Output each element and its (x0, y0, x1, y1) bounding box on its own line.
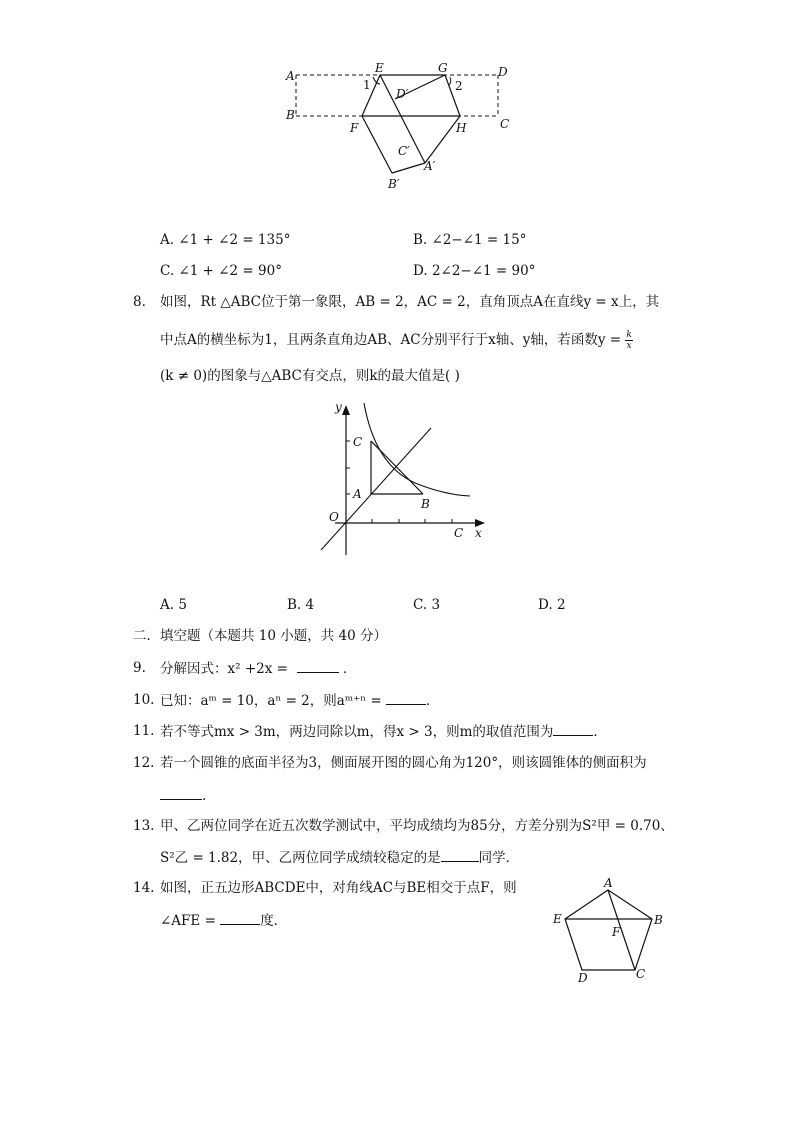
q11-number: 11. (133, 723, 155, 739)
q8-fraction: $\frac{k}{x}$ (626, 330, 632, 351)
fig1-label: A (286, 69, 295, 83)
fig2-label: y (335, 400, 342, 414)
q7-option-c[interactable]: C. ∠1 + ∠2 = 90° (160, 263, 282, 279)
q8-option-a[interactable]: A. 5 (160, 597, 187, 613)
fig1-label: C (500, 117, 510, 131)
figure-regular-pentagon (548, 874, 668, 989)
fig2-label: C (454, 526, 464, 540)
fig1-label: 2 (455, 79, 463, 93)
q10-answer-blank[interactable] (386, 690, 426, 705)
fig3-label: E (553, 912, 562, 926)
q7-option-a[interactable]: A. ∠1 + ∠2 = 135° (160, 232, 291, 248)
fig3-label: F (612, 925, 621, 939)
q14-line2: ∠AFE = 度． (160, 910, 287, 931)
fig1-label: B′ (388, 177, 400, 191)
q8-option-b[interactable]: B. 4 (287, 597, 315, 613)
q14-line1: 如图，正五边形ABCDE中，对角线AC与BE相交于点F，则 (160, 880, 517, 896)
fig1-label: C′ (398, 144, 410, 158)
fig1-label: 1 (363, 78, 371, 92)
q8-line2: 中点A的横坐标为1，且两条直角边AB、AC分别平行于x轴、y轴，若函数y = $\frac{k}{x}$ (160, 330, 632, 351)
q12-line2: ． (160, 785, 216, 806)
fig2-label: x (475, 526, 482, 540)
q8-option-c[interactable]: C. 3 (413, 597, 441, 613)
fig2-label: C (353, 435, 363, 449)
q8-line3: (k ≠ 0)的图象与△ABC有交点，则k的最大值是( ) (160, 368, 460, 384)
q9-text: 分解因式：x² +2x = ． (160, 658, 356, 679)
fig1-label: A′ (424, 159, 436, 173)
q13-line1: 甲、乙两位同学在近五次数学测试中，平均成绩均为85分，方差分别为S²甲 = 0.70、 (160, 818, 674, 834)
q9-number: 9. (133, 660, 146, 676)
q12-answer-blank[interactable] (160, 785, 202, 800)
fig1-label: G (438, 61, 448, 75)
fig1-label: H (456, 121, 467, 135)
q13-answer-blank[interactable] (441, 847, 479, 862)
fig1-label: F (350, 121, 359, 135)
q12-line1: 若一个圆锥的底面半径为3，侧面展开图的圆心角为120°，则该圆锥体的侧面积为 (160, 755, 647, 771)
q11-text: 若不等式mx > 3m，两边同除以m，得x > 3，则m的取值范围为 ． (160, 721, 607, 742)
fig1-label: D′ (396, 87, 409, 101)
fig1-label: B (286, 108, 295, 122)
fig2-label: O (329, 510, 339, 524)
q8-option-d[interactable]: D. 2 (538, 597, 566, 613)
q9-answer-blank[interactable] (297, 658, 339, 673)
q12-number: 12. (133, 755, 155, 771)
fig3-label: C (636, 967, 646, 981)
q14-answer-blank[interactable] (220, 910, 260, 925)
fig1-label: D (498, 65, 508, 79)
fig3-label: A (604, 876, 613, 890)
fig2-label: B (421, 497, 430, 511)
fig2-label: A (353, 487, 362, 501)
q10-text: 已知：aᵐ = 10，aⁿ = 2，则aᵐ⁺ⁿ = ． (160, 690, 439, 711)
fig1-label: E (375, 61, 384, 75)
q13-line2: S²乙 = 1.82，甲、乙两位同学成绩较稳定的是 同学． (160, 847, 519, 868)
q10-number: 10. (133, 692, 155, 708)
fig3-label: D (578, 971, 588, 985)
section-heading-fill-in: 二．填空题（本题共 10 小题，共 40 分） (133, 628, 388, 644)
q13-number: 13. (133, 818, 155, 834)
fig3-label: B (654, 913, 663, 927)
q8-number: 8. (133, 294, 146, 310)
q8-line1: 如图，Rt △ABC位于第一象限，AB = 2，AC = 2，直角顶点A在直线y = x上，其 (160, 294, 660, 310)
q7-option-d[interactable]: D. 2∠2−∠1 = 90° (413, 263, 536, 279)
q14-number: 14. (133, 880, 155, 896)
figure-fold-rectangle (280, 58, 520, 198)
q11-answer-blank[interactable] (553, 721, 593, 736)
q7-option-b[interactable]: B. ∠2−∠1 = 15° (413, 232, 527, 248)
figure-coordinate-plane (315, 395, 495, 560)
